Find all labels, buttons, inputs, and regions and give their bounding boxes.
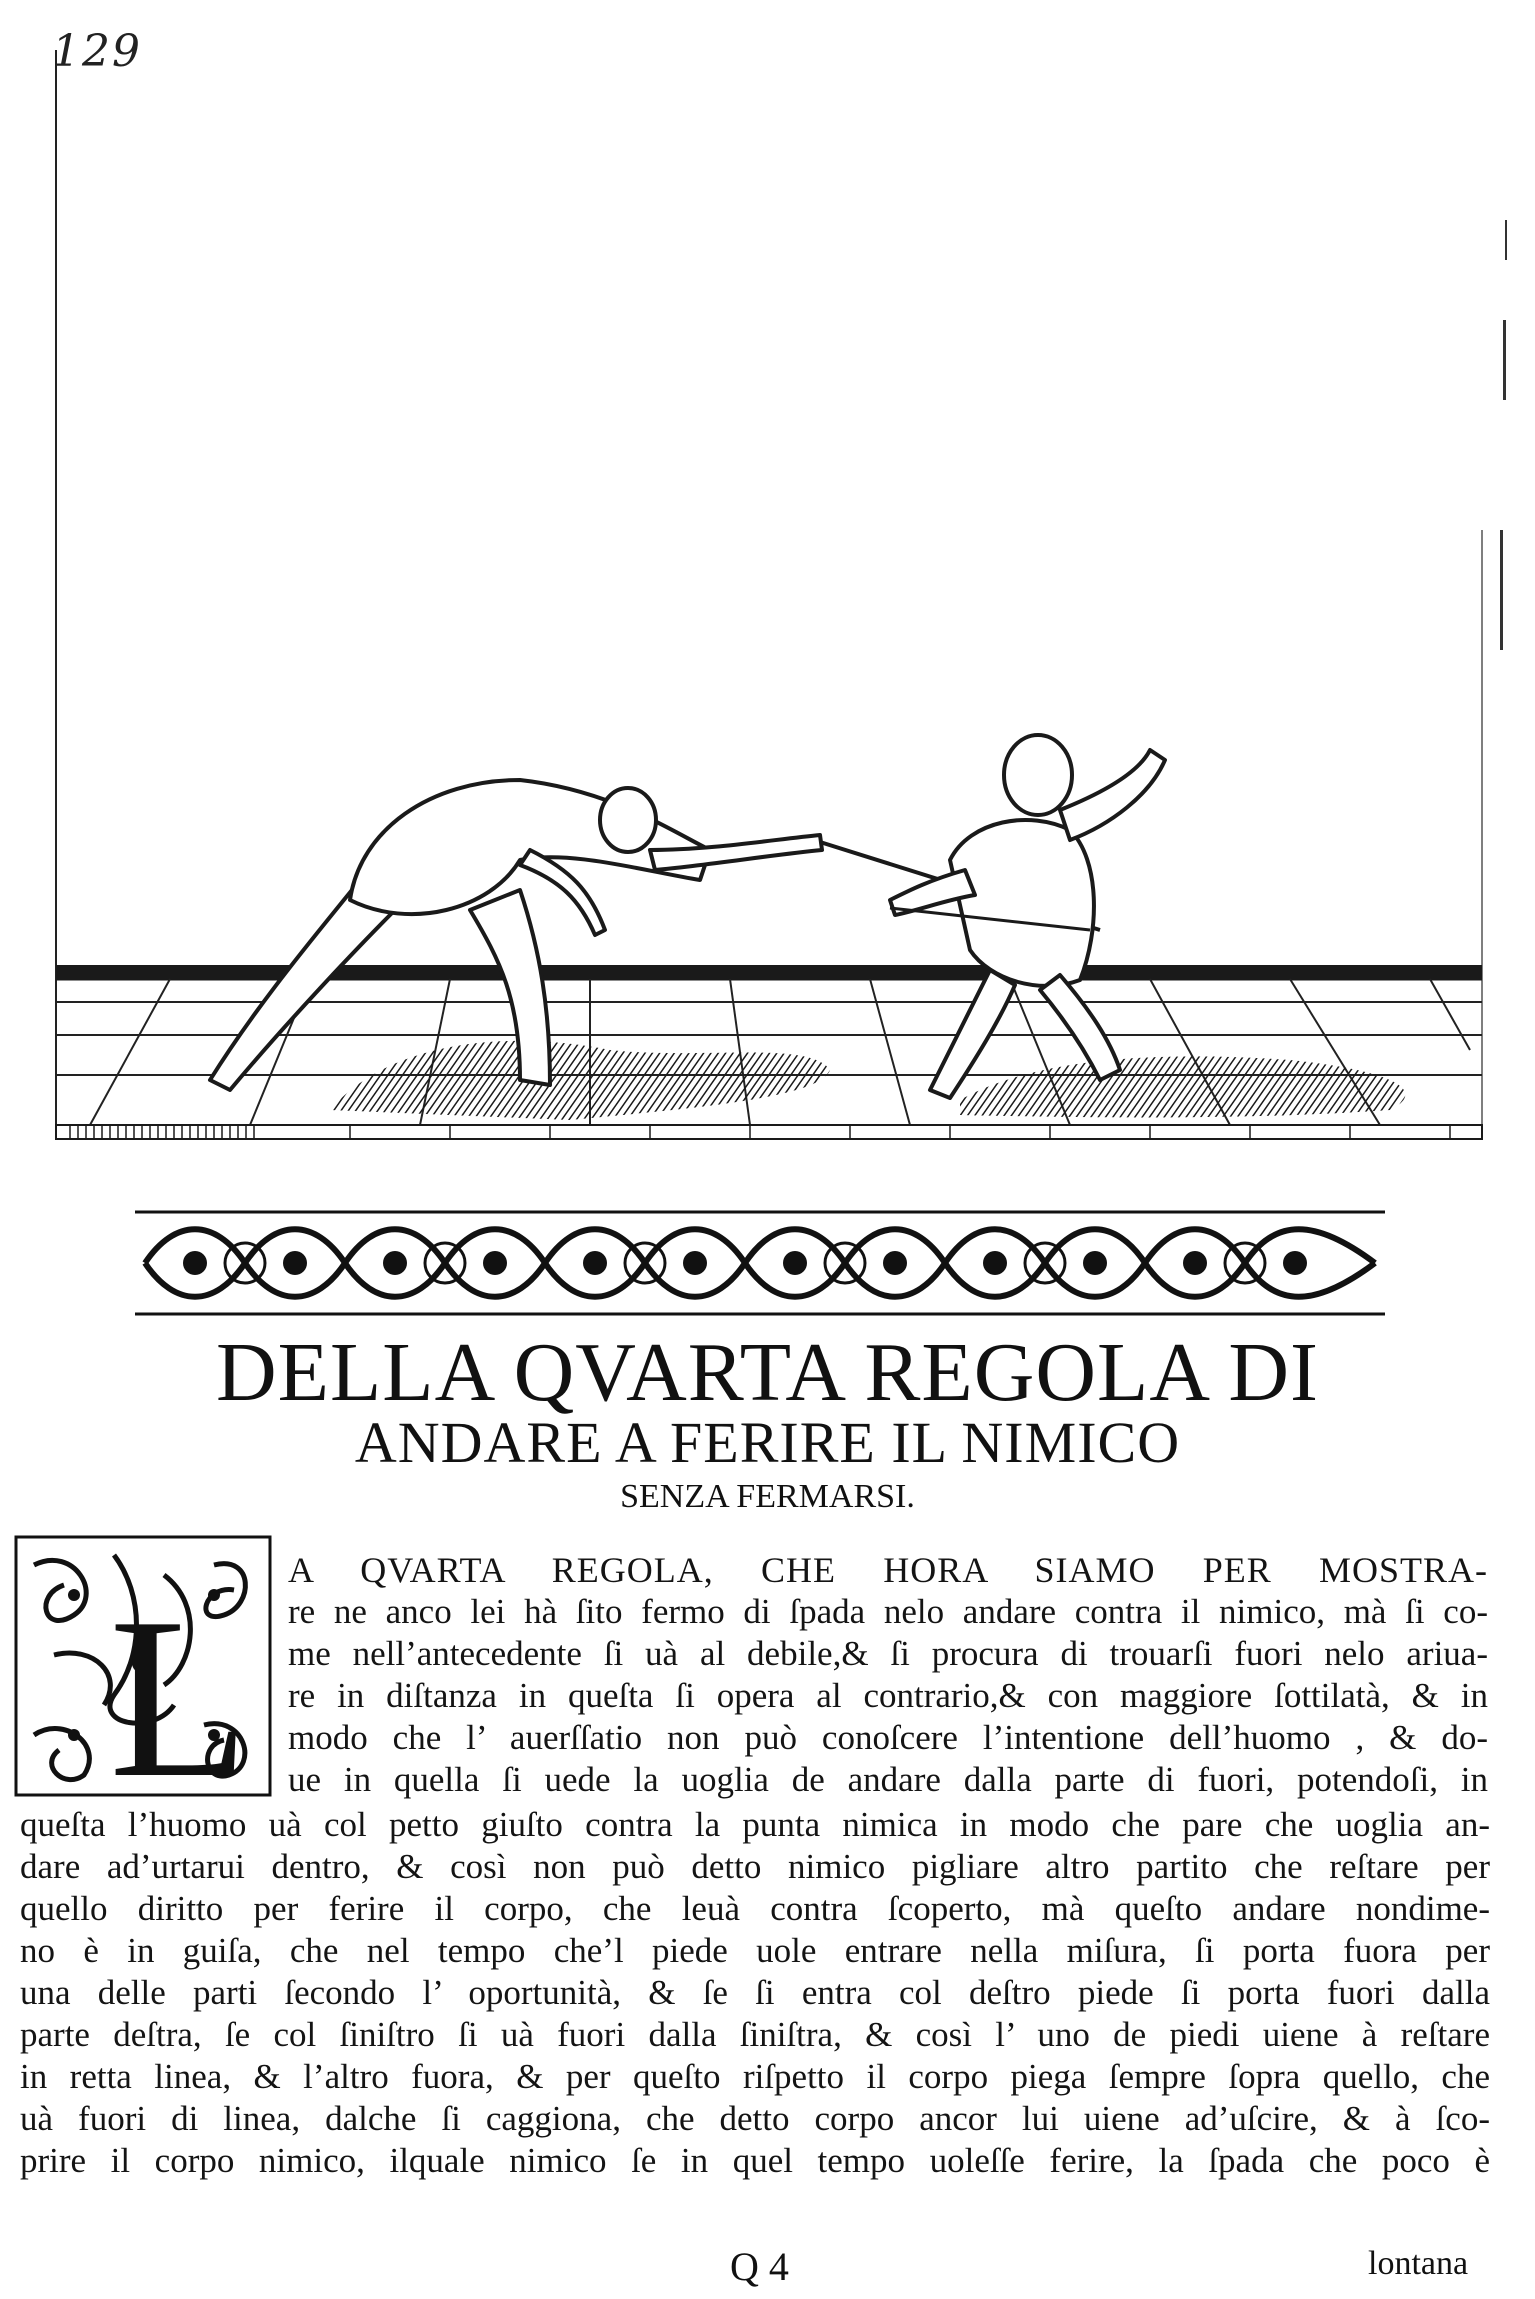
text-line: quello diritto per ferire il corpo, che leuà contra ſcoperto, mà queſto andare nondime- — [20, 1889, 1490, 1928]
text-line: in retta linea, & l’altro fuora, & per queſto riſpetto il corpo piega ſempre ſopra quello, che — [20, 2057, 1490, 2096]
text-line: ue in quella ſi uede la uoglia de andare dalla parte di fuori, potendoſi, in — [288, 1760, 1488, 1799]
right-fencer — [890, 735, 1165, 1098]
svg-text:L: L — [109, 1570, 250, 1797]
decorated-initial — [14, 1535, 272, 1797]
text-line: re ne anco lei hà ſito fermo di ſpada nelo andare contra il nimico, mà ſi co- — [288, 1592, 1488, 1631]
text-line: me nell’antecedente ſi uà al debile,& ſi procura di trouarſi fuori nelo ariua- — [288, 1634, 1488, 1673]
text-line: no è in guiſa, che nel tempo che’l piede uole entrare nella miſura, ſi porta fuora per — [20, 1931, 1490, 1970]
text-line: modo che l’ auerſſatio non può conoſcere l’intentione dell’huomo , & do- — [288, 1718, 1488, 1757]
margin-mark — [1503, 320, 1506, 400]
ornament-svg — [135, 1208, 1385, 1318]
text-line: queſta l’huomo uà col petto giuſto contra la punta nimica in modo che pare che uoglia an- — [20, 1805, 1490, 1844]
margin-mark — [1500, 530, 1503, 650]
initial-svg — [14, 1535, 272, 1797]
chapter-subtitle-end: SENZA FERMARSI. — [620, 1478, 915, 1515]
text-line: re in diſtanza in queſta ſi opera al contrario,& con maggiore ſottilatà, & in — [288, 1676, 1488, 1715]
text-line: una delle parti ſecondo l’ oportunità, & ſe ſi entra col deſtro piede ſi porta fuori dalla — [20, 1973, 1490, 2012]
page-number: 129 — [52, 26, 142, 77]
text-line: A QVARTA REGOLA, CHE HORA SIAMO PER MOSTRA- — [288, 1550, 1488, 1590]
text-line: prire il corpo nimico, ilquale nimico ſe in quel tempo uoleſſe ferire, la ſpada che poco è — [20, 2141, 1490, 2180]
engraving-svg — [50, 50, 1490, 1145]
signature-mark: Q 4 — [730, 2244, 789, 2289]
ornament-band — [135, 1208, 1385, 1318]
chapter-title: DELLA QVARTA REGOLA DI — [215, 1326, 1319, 1419]
catchword: lontana — [1368, 2245, 1469, 2282]
text-line: dare ad’urtarui dentro, & così non può detto nimico pigliare altro partito che reſtare per — [20, 1847, 1490, 1886]
chapter-subtitle: ANDARE A FERIRE IL NIMICO — [354, 1410, 1181, 1475]
text-line: parte deſtra, ſe col ſiniſtro ſi uà fuori dalla ſiniſtra, & così l’ uno de piedi uiene à reſtare — [20, 2015, 1490, 2054]
text-line: uà fuori di linea, dalche ſi caggiona, che detto corpo ancor lui uiene ad’uſcire, & à ſco- — [20, 2099, 1490, 2138]
margin-mark — [1505, 220, 1507, 260]
fencing-engraving — [50, 50, 1490, 1145]
